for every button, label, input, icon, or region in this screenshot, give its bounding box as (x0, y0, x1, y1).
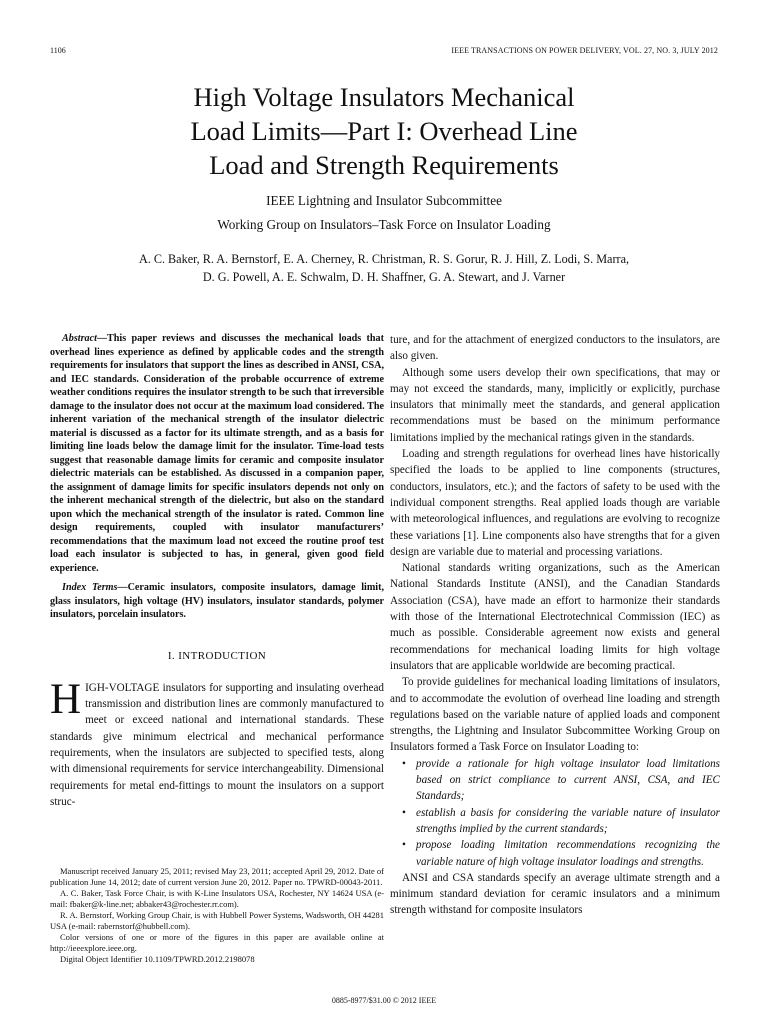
working-group-name: Working Group on Insulators–Task Force on Insulator Loading (217, 217, 551, 232)
author-line: A. C. Baker, R. A. Bernstorf, E. A. Cherney, R. Christman, R. S. Gorur, R. J. Hill, Z. Lodi, S. Marra, (138, 252, 630, 266)
abstract-text: This paper reviews and discusses the mechanical loads that overhead lines experience as defined by applicable codes and the strength requirements for insulators that support the lines as described in ANSI, CSA, and IEC standards. Consideration of the probable occurrence of extreme weather conditions requires the insulator strength to be such that irreversible damage to the insulator does not occur at the maximum load considered. The inherent variation of the mechanical strength of the insulator dielectric material is discussed as a factor for its ultimate strength, and as a basis for limiting line loads below the damage limit for the insulator. Time-load tests suggest that reasonable damage limits for ceramic and composite insulator dielectric materials can be established. As discussed in a companion paper, the assignment of damage limits for specific insulators depends not only on the inherent mechanical strength of the dielectric, but also on the standard upon which the mechanical strength of the insulator is rated. Common line design requirements, coupled with insulator manufacturers’ recommendations that the maximum load not exceed the routine proof test load each insulator is subjected to has, in general, given good field experience. (50, 333, 384, 574)
list-item: • provide a rationale for high voltage insulator load limitations based on strict compliance to current ANSI, CSA, and IEC Standards; (416, 756, 720, 805)
list-item: • propose loading limitation recommendations recognizing the variable nature of high voltage insulator loadings and strengths. (416, 837, 720, 870)
body-paragraph: ANSI and CSA standards specify an average ultimate strength and a minimum standard deviation for ceramic insulators and a minimum strength withstand for composite insulators (390, 871, 720, 917)
section-first-letter: I (178, 649, 183, 662)
title-line: High Voltage Insulators Mechanical (193, 82, 575, 112)
page-number: 1106 (50, 46, 66, 55)
abstract-label: Abstract— (62, 333, 108, 344)
footnote: Manuscript received January 25, 2011; revised May 23, 2011; accepted April 29, 2012. Date of publication June 14, 2012; date of current version June 20, 2012. Paper no. TPWRD-00043-2011. (50, 866, 384, 887)
title-line: Load and Strength Requirements (209, 150, 559, 180)
abstract (50, 332, 384, 575)
intro-text: IGH-VOLTAGE insulators for supporting and insulating overhead transmission and distribution lines are commonly manufactured to meet or exceed national and international standards. These standards give minimum electrical and mechanical performance requirements, when the insulators are subjected to specified tests, along with dimensional requirements for service interchangeability. Dimensional requirements for metal end-fittings to mount the insulators on a support struc- (50, 681, 384, 808)
author-list (60, 250, 708, 286)
footnote: A. C. Baker, Task Force Chair, is with K-Line Insulators USA, Rochester, NY 14624 USA (e-mail: fbaker@k-line.net; abbaker43@rochester.rr.com). (50, 888, 384, 909)
body-paragraph: To provide guidelines for mechanical loading limitations of insulators, and to accommodate the evolution of overhead line loading and strength regulations based on the variable nature of applied loads and component strengths, the Lightning and Insulator Subcommittee Working Group on Insulators formed a Task Force on Insulator Loading to: (390, 676, 720, 754)
intro-paragraph (50, 675, 384, 810)
body-paragraph: National standards writing organizations, such as the American National Standards Institute (ANSI), and the Canadian Standards Association (CSA), have made an effort to harmonize their standards with those of the International Electrotechnical Commission (IEC) as much as possible. Considerable agreement now exists and general recommendations for mechanical loading limits for high voltage insulators that are applicable worldwide are becoming practical. (390, 562, 720, 672)
section-number: I. (167, 649, 176, 662)
section-title-rest: NTRODUCTION (182, 649, 267, 662)
footnote: R. A. Bernstorf, Working Group Chair, is with Hubbell Power Systems, Wadsworth, OH 44281 USA (e-mail: rabernstorf@hubbell.com). (50, 910, 384, 931)
left-column (50, 332, 384, 810)
copyright-line: 0885-8977/$31.00 © 2012 IEEE (331, 996, 437, 1005)
body-paragraph: ture, and for the attachment of energized conductors to the insulators, are also given. (390, 334, 720, 363)
footnote: Color versions of one or more of the figures in this paper are available online at http://ieeexplore.ieee.org. (50, 932, 384, 953)
drop-cap: H (50, 675, 82, 723)
running-header (50, 46, 718, 58)
body-paragraph: Loading and strength regulations for overhead lines have historically specified the loads to be applied to line components (structures, conductors, insulators, etc.); and the factors of safety to be used with the individual component strengths. Real applied loads though are variable with meteorological influences, and regulations are evolving to recognize these variations [1]. Line components also have strengths that for a given design are variable due to material and processing variations. (390, 448, 720, 558)
footnote: Digital Object Identifier 10.1109/TPWRD.2012.2198078 (60, 954, 255, 964)
index-terms-label: Index Terms— (62, 582, 128, 593)
section-heading (50, 648, 384, 664)
title-line: Load Limits—Part I: Overhead Line (190, 116, 578, 146)
right-column (390, 332, 720, 919)
index-terms-text: Ceramic insulators, composite insulators, damage limit, glass insulators, high voltage (HV) insulators, insulator standards, polymer insulators, porcelain insulators. (50, 582, 385, 620)
index-terms (50, 581, 384, 622)
objectives-list (390, 756, 720, 870)
committee-name: IEEE Lightning and Insulator Subcommittee (266, 193, 502, 208)
body-paragraph: Although some users develop their own specifications, that may or may not exceed the standards, many, implicitly or explicitly, purchase insulators that minimally meet the standards, and general application recommendations must be based on the minimum performance limitations implied by the mechanical ratings given in the standards. (390, 366, 720, 444)
journal-citation: IEEE TRANSACTIONS ON POWER DELIVERY, VOL. 27, NO. 3, JULY 2012 (451, 46, 718, 55)
paper-title (80, 80, 688, 182)
list-item: • establish a basis for considering the variable nature of insulator strengths implied by the current standards; (416, 805, 720, 838)
author-line: D. G. Powell, A. E. Schwalm, D. H. Shaffner, G. A. Stewart, and J. Varner (202, 270, 566, 284)
footnotes (50, 866, 384, 965)
